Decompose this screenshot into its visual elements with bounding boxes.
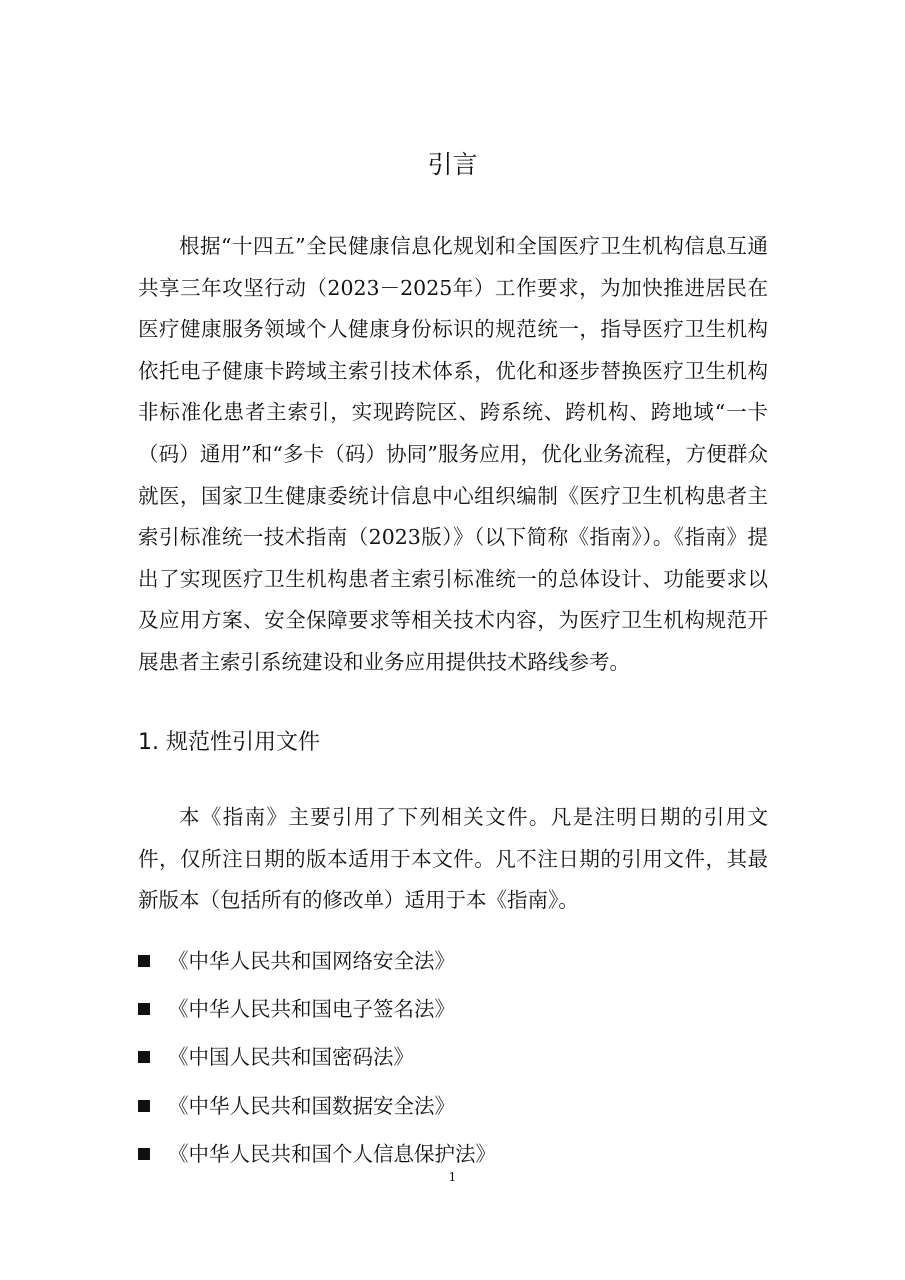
- page-number: 1: [448, 1170, 457, 1184]
- page-title: 引言: [427, 150, 478, 179]
- reference-text: 《中华人民共和国数据安全法》: [168, 1093, 455, 1118]
- reference-item: [138, 985, 496, 1033]
- reference-item: [138, 937, 496, 985]
- square-bullet-icon: [138, 1051, 150, 1063]
- section-heading: 1. 规范性引用文件: [138, 730, 320, 755]
- square-bullet-icon: [138, 1100, 150, 1112]
- square-bullet-icon: [138, 1148, 150, 1160]
- section-body-paragraph: 本《指南》主要引用了下列相关文件。凡是注明日期的引用文件，仅所注日期的版本适用于本文件。凡不注日期的引用文件，其最新版本（包括所有的修改单）适用于本《指南》。: [138, 805, 768, 913]
- reference-text: 《中国人民共和国密码法》: [168, 1045, 414, 1070]
- reference-item: [138, 1082, 496, 1130]
- intro-paragraph: 根据“十四五”全民健康信息化规划和全国医疗卫生机构信息互通共享三年攻坚行动（2023－2025年）工作要求，为加快推进居民在医疗健康服务领域个人健康身份标识的规范统一，指导医疗卫生机构依托电子健康卡跨域主索引技术体系，优化和逐步替换医疗卫生机构非标准化患者主索引，实现跨院区、跨系统、跨机构、跨地域“一卡（码）通用”和“多卡（码）协同”服务应用，优化业务流程，方便群众就医，国家卫生健康委统计信息中心组织编制《医疗卫生机构患者主索引标准统一技术指南（2023版）》（以下简称《指南》）。《指南》提出了实现医疗卫生机构患者主索引标准统一的总体设计、功能要求以及应用方案、安全保障要求等相关技术内容，为医疗卫生机构规范开展患者主索引系统建设和业务应用提供技术路线参考。: [138, 234, 768, 674]
- reference-list: [138, 937, 496, 1178]
- reference-text: 《中华人民共和国电子签名法》: [168, 997, 455, 1022]
- square-bullet-icon: [138, 955, 150, 967]
- reference-text: 《中华人民共和国网络安全法》: [168, 949, 455, 974]
- reference-text: 《中华人民共和国个人信息保护法》: [168, 1141, 496, 1166]
- reference-item: [138, 1033, 496, 1081]
- square-bullet-icon: [138, 1003, 150, 1015]
